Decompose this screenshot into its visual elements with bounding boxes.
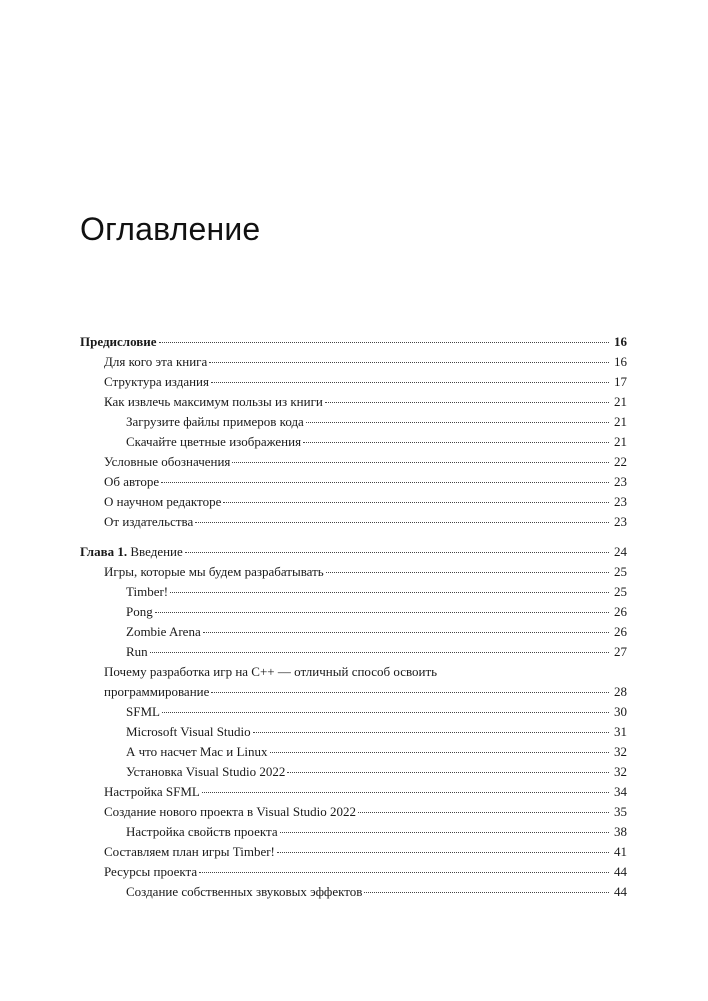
dot-leader (185, 552, 609, 553)
toc-entry[interactable] (80, 472, 627, 492)
toc-entry[interactable] (80, 492, 627, 512)
toc-entry[interactable] (80, 372, 627, 392)
toc-entry[interactable] (80, 582, 627, 602)
toc-entry[interactable] (80, 432, 627, 452)
dot-leader (364, 892, 609, 893)
dot-leader (159, 342, 609, 343)
toc-section-chapter-1 (80, 542, 627, 902)
toc-entry-title: Структура издания (104, 374, 209, 389)
toc-entry[interactable] (80, 882, 627, 902)
chapter-label: Глава 1. (80, 544, 128, 559)
toc-entry[interactable] (80, 822, 627, 842)
toc-page-number: 27 (614, 644, 627, 659)
toc-entry[interactable] (80, 682, 627, 702)
toc-page-number: 26 (614, 604, 627, 619)
dot-leader (232, 462, 609, 463)
toc-entry[interactable] (80, 782, 627, 802)
toc-page-number: 23 (614, 514, 627, 529)
dot-leader (155, 612, 609, 613)
chapter-title: Введение (130, 544, 183, 559)
toc-page-number: 21 (614, 394, 627, 409)
toc-entry[interactable] (80, 392, 627, 412)
toc-entry[interactable] (80, 642, 627, 662)
dot-leader (358, 812, 609, 813)
toc-entry-title: Почему разработка игр на C++ — отличный способ освоить (104, 664, 438, 679)
toc-entry-title: Условные обозначения (104, 454, 231, 469)
toc-entry[interactable] (80, 762, 627, 782)
dot-leader (203, 632, 609, 633)
toc-entry[interactable] (80, 352, 627, 372)
toc-heading-chapter-1[interactable] (80, 542, 627, 562)
toc-page-number: 16 (614, 334, 627, 349)
toc-entry[interactable] (80, 842, 627, 862)
toc-entry-title: Игры, которые мы будем разрабатывать (104, 564, 324, 579)
toc-entry-title: Timber! (126, 584, 169, 599)
toc-entry-title: Для кого эта книга (104, 354, 208, 369)
toc-entry-title: Скачайте цветные изображения (126, 434, 302, 449)
toc-page-number: 38 (614, 824, 627, 839)
toc-entry-title: программирование (104, 684, 210, 699)
toc-page-number: 28 (614, 684, 627, 699)
toc-page-number: 25 (614, 584, 627, 599)
toc-page-number: 23 (614, 494, 627, 509)
dot-leader (170, 592, 609, 593)
toc-entry-title: Предисловие (80, 334, 157, 349)
toc-page-number: 32 (614, 744, 627, 759)
dot-leader (211, 692, 609, 693)
dot-leader (253, 732, 609, 733)
dot-leader (195, 522, 609, 523)
toc-page-number: 31 (614, 724, 627, 739)
dot-leader (211, 382, 609, 383)
toc-entry[interactable] (80, 742, 627, 762)
toc-entry-title: Загрузите файлы примеров кода (126, 414, 304, 429)
toc-entry-title: Pong (126, 604, 153, 619)
toc-entry[interactable] (80, 722, 627, 742)
toc-heading-preface[interactable] (80, 332, 627, 352)
toc-page-number: 44 (614, 884, 627, 899)
toc-entry-title-line[interactable] (80, 662, 627, 682)
toc-page-number: 22 (614, 454, 627, 469)
toc-entry-title: Создание нового проекта в Visual Studio 2022 (104, 804, 357, 819)
toc-page-number: 21 (614, 414, 627, 429)
toc-entry[interactable] (80, 562, 627, 582)
toc-entry[interactable] (80, 452, 627, 472)
toc-entry[interactable] (80, 702, 627, 722)
toc-entry[interactable] (80, 512, 627, 532)
dot-leader (209, 362, 609, 363)
toc-page-number: 25 (614, 564, 627, 579)
toc-entry-title: Run (126, 644, 148, 659)
toc-entry-title: Настройка SFML (104, 784, 200, 799)
toc-entry-title (80, 542, 183, 562)
toc-page-number: 32 (614, 764, 627, 779)
toc-entry-title: Об авторе (104, 474, 160, 489)
dot-leader (223, 502, 609, 503)
dot-leader (150, 652, 609, 653)
toc-page-number: 17 (614, 374, 627, 389)
toc-page-number: 35 (614, 804, 627, 819)
toc-page-number: 23 (614, 474, 627, 489)
page-title: Оглавление (80, 211, 261, 247)
toc-page-number: 26 (614, 624, 627, 639)
toc-page-number: 30 (614, 704, 627, 719)
toc-entry[interactable] (80, 862, 627, 882)
toc-entry-title: Zombie Arena (126, 624, 201, 639)
toc-page-number: 41 (614, 844, 627, 859)
toc-entry-title: Ресурсы проекта (104, 864, 198, 879)
toc-page-number: 34 (614, 784, 627, 799)
dot-leader (199, 872, 609, 873)
toc-page-number: 44 (614, 864, 627, 879)
dot-leader (303, 442, 609, 443)
dot-leader (325, 402, 609, 403)
toc-entry-title: Установка Visual Studio 2022 (126, 764, 286, 779)
toc-entry-title: Создание собственных звуковых эффектов (126, 884, 363, 899)
toc-page-number: 16 (614, 354, 627, 369)
dot-leader (162, 712, 609, 713)
toc-entry[interactable] (80, 602, 627, 622)
dot-leader (202, 792, 609, 793)
dot-leader (270, 752, 609, 753)
toc-entry[interactable] (80, 622, 627, 642)
toc-section-preface (80, 332, 627, 532)
dot-leader (326, 572, 609, 573)
dot-leader (277, 852, 609, 853)
toc-entry-title: Microsoft Visual Studio (126, 724, 251, 739)
toc-entry[interactable] (80, 412, 627, 432)
dot-leader (280, 832, 609, 833)
dot-leader (287, 772, 609, 773)
toc-entry[interactable] (80, 802, 627, 822)
toc-entry-title: А что насчет Mac и Linux (126, 744, 268, 759)
toc-page-number: 24 (614, 544, 627, 559)
dot-leader (306, 422, 609, 423)
toc-entry-title: Как извлечь максимум пользы из книги (104, 394, 323, 409)
toc-entry-title: Составляем план игры Timber! (104, 844, 275, 859)
toc-page-number: 21 (614, 434, 627, 449)
toc-entry-title: От издательства (104, 514, 194, 529)
dot-leader (161, 482, 609, 483)
toc-entry-title: О научном редакторе (104, 494, 222, 509)
toc-entry-title: Настройка свойств проекта (126, 824, 278, 839)
toc-entry-title: SFML (126, 704, 160, 719)
